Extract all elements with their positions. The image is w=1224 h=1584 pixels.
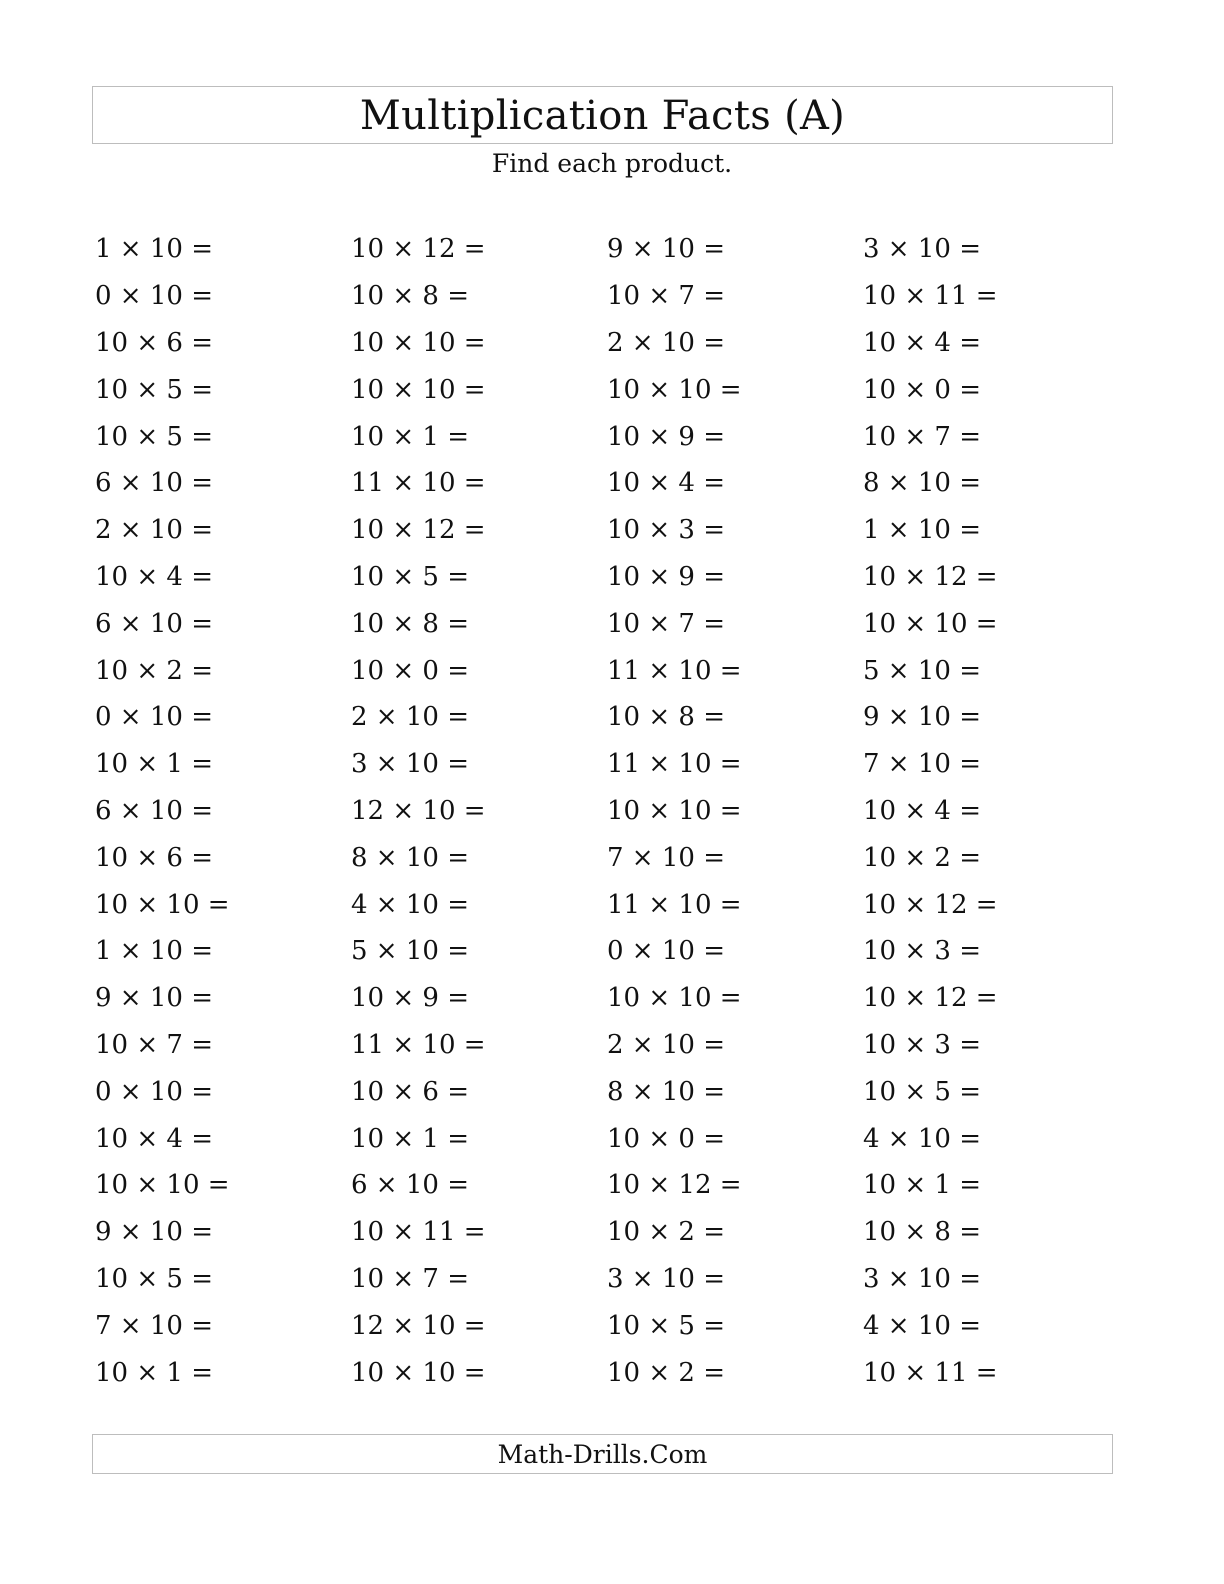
- multiplication-problem: 12 × 10 =: [351, 795, 486, 826]
- multiplication-problem: 9 × 10 =: [95, 983, 213, 1014]
- multiplication-problem: 9 × 10 =: [607, 234, 725, 265]
- multiplication-problem: 10 × 5 =: [607, 1310, 725, 1341]
- multiplication-problem: 10 × 0 =: [351, 655, 469, 686]
- multiplication-problem: 11 × 10 =: [607, 749, 742, 780]
- problem-row: [95, 881, 1119, 928]
- multiplication-problem: 2 × 10 =: [607, 1029, 725, 1060]
- multiplication-problem: 0 × 10 =: [95, 702, 213, 733]
- multiplication-problem: 10 × 4 =: [863, 327, 981, 358]
- multiplication-problem: 10 × 7 =: [95, 1029, 213, 1060]
- multiplication-problem: 10 × 8 =: [351, 281, 469, 312]
- multiplication-problem: 10 × 7 =: [351, 1263, 469, 1294]
- multiplication-problem: 10 × 10 =: [607, 983, 742, 1014]
- multiplication-problem: 2 × 10 =: [351, 702, 469, 733]
- multiplication-problem: 10 × 10 =: [351, 327, 486, 358]
- problem-row: [95, 1162, 1119, 1209]
- multiplication-problem: 0 × 10 =: [607, 936, 725, 967]
- multiplication-problem: 8 × 10 =: [351, 842, 469, 873]
- multiplication-problem: 10 × 5 =: [95, 374, 213, 405]
- multiplication-problem: 10 × 10 =: [863, 608, 998, 639]
- multiplication-problem: 0 × 10 =: [95, 281, 213, 312]
- multiplication-problem: 10 × 10 =: [351, 1357, 486, 1388]
- multiplication-problem: 10 × 5 =: [95, 421, 213, 452]
- multiplication-problem: 10 × 10 =: [95, 1170, 230, 1201]
- problem-row: [95, 694, 1119, 741]
- problem-row: [95, 600, 1119, 647]
- multiplication-problem: 10 × 12 =: [863, 983, 998, 1014]
- multiplication-problem: 10 × 8 =: [607, 702, 725, 733]
- multiplication-problem: 10 × 6 =: [95, 327, 213, 358]
- multiplication-problem: 9 × 10 =: [95, 1217, 213, 1248]
- multiplication-problem: 10 × 10 =: [95, 889, 230, 920]
- problem-row: [95, 1302, 1119, 1349]
- multiplication-problem: 10 × 9 =: [351, 983, 469, 1014]
- multiplication-problem: 10 × 0 =: [863, 374, 981, 405]
- multiplication-problem: 3 × 10 =: [351, 749, 469, 780]
- multiplication-problem: 10 × 5 =: [95, 1263, 213, 1294]
- multiplication-problem: 3 × 10 =: [863, 234, 981, 265]
- multiplication-problem: 10 × 1 =: [95, 749, 213, 780]
- multiplication-problem: 10 × 9 =: [607, 421, 725, 452]
- problem-row: [95, 554, 1119, 601]
- multiplication-problem: 10 × 3 =: [607, 515, 725, 546]
- problem-row: [95, 507, 1119, 554]
- problem-row: [95, 1022, 1119, 1069]
- multiplication-problem: 4 × 10 =: [351, 889, 469, 920]
- footer-box: [92, 1434, 1113, 1474]
- problem-row: [95, 1115, 1119, 1162]
- problem-row: [95, 413, 1119, 460]
- multiplication-problem: 2 × 10 =: [607, 327, 725, 358]
- multiplication-problem: 11 × 10 =: [351, 468, 486, 499]
- problem-row: [95, 788, 1119, 835]
- multiplication-problem: 10 × 7 =: [607, 281, 725, 312]
- multiplication-problem: 3 × 10 =: [607, 1263, 725, 1294]
- multiplication-problem: 10 × 1 =: [351, 421, 469, 452]
- multiplication-problem: 10 × 11 =: [351, 1217, 486, 1248]
- problem-row: [95, 226, 1119, 273]
- multiplication-problem: 7 × 10 =: [863, 749, 981, 780]
- multiplication-problem: 10 × 11 =: [863, 1357, 998, 1388]
- multiplication-problem: 10 × 10 =: [607, 795, 742, 826]
- multiplication-problem: 10 × 12 =: [351, 515, 486, 546]
- multiplication-problem: 10 × 2 =: [607, 1357, 725, 1388]
- multiplication-problem: 10 × 4 =: [95, 1123, 213, 1154]
- multiplication-problem: 10 × 1 =: [95, 1357, 213, 1388]
- multiplication-problem: 6 × 10 =: [95, 608, 213, 639]
- multiplication-problem: 10 × 12 =: [863, 561, 998, 592]
- multiplication-problem: 10 × 9 =: [607, 561, 725, 592]
- problem-row: [95, 741, 1119, 788]
- multiplication-problem: 10 × 2 =: [863, 842, 981, 873]
- multiplication-problem: 10 × 8 =: [863, 1217, 981, 1248]
- multiplication-problem: 9 × 10 =: [863, 702, 981, 733]
- multiplication-problem: 10 × 0 =: [607, 1123, 725, 1154]
- problem-row: [95, 834, 1119, 881]
- multiplication-problem: 5 × 10 =: [863, 655, 981, 686]
- multiplication-problem: 10 × 3 =: [863, 936, 981, 967]
- multiplication-problem: 6 × 10 =: [95, 795, 213, 826]
- multiplication-problem: 6 × 10 =: [95, 468, 213, 499]
- multiplication-problem: 10 × 4 =: [95, 561, 213, 592]
- multiplication-problem: 10 × 2 =: [607, 1217, 725, 1248]
- footer-text: Math-Drills.Com: [497, 1439, 708, 1469]
- multiplication-problem: 10 × 7 =: [863, 421, 981, 452]
- multiplication-problem: 10 × 11 =: [863, 281, 998, 312]
- multiplication-problem: 4 × 10 =: [863, 1310, 981, 1341]
- multiplication-problem: 10 × 3 =: [863, 1029, 981, 1060]
- multiplication-problem: 10 × 5 =: [351, 561, 469, 592]
- multiplication-problem: 8 × 10 =: [607, 1076, 725, 1107]
- multiplication-problem: 7 × 10 =: [95, 1310, 213, 1341]
- multiplication-problem: 10 × 4 =: [607, 468, 725, 499]
- problem-row: [95, 460, 1119, 507]
- problem-row: [95, 366, 1119, 413]
- problem-row: [95, 647, 1119, 694]
- multiplication-problem: 10 × 10 =: [607, 374, 742, 405]
- problem-row: [95, 1068, 1119, 1115]
- multiplication-problem: 5 × 10 =: [351, 936, 469, 967]
- problem-grid: [95, 226, 1119, 1396]
- multiplication-problem: 10 × 2 =: [95, 655, 213, 686]
- multiplication-problem: 4 × 10 =: [863, 1123, 981, 1154]
- problem-row: [95, 975, 1119, 1022]
- problem-row: [95, 1349, 1119, 1396]
- multiplication-problem: 10 × 1 =: [351, 1123, 469, 1154]
- multiplication-problem: 10 × 8 =: [351, 608, 469, 639]
- multiplication-problem: 10 × 12 =: [607, 1170, 742, 1201]
- multiplication-problem: 10 × 12 =: [863, 889, 998, 920]
- problem-row: [95, 273, 1119, 320]
- multiplication-problem: 12 × 10 =: [351, 1310, 486, 1341]
- multiplication-problem: 10 × 6 =: [351, 1076, 469, 1107]
- multiplication-problem: 10 × 12 =: [351, 234, 486, 265]
- multiplication-problem: 10 × 1 =: [863, 1170, 981, 1201]
- problem-row: [95, 1256, 1119, 1303]
- multiplication-problem: 1 × 10 =: [95, 234, 213, 265]
- multiplication-problem: 2 × 10 =: [95, 515, 213, 546]
- problem-row: [95, 1209, 1119, 1256]
- instructions: Find each product.: [491, 149, 733, 178]
- problem-row: [95, 928, 1119, 975]
- multiplication-problem: 11 × 10 =: [607, 889, 742, 920]
- multiplication-problem: 10 × 6 =: [95, 842, 213, 873]
- multiplication-problem: 7 × 10 =: [607, 842, 725, 873]
- multiplication-problem: 1 × 10 =: [95, 936, 213, 967]
- multiplication-problem: 1 × 10 =: [863, 515, 981, 546]
- multiplication-problem: 8 × 10 =: [863, 468, 981, 499]
- multiplication-problem: 0 × 10 =: [95, 1076, 213, 1107]
- title-box: [92, 86, 1113, 144]
- multiplication-problem: 3 × 10 =: [863, 1263, 981, 1294]
- multiplication-problem: 6 × 10 =: [351, 1170, 469, 1201]
- multiplication-problem: 10 × 10 =: [351, 374, 486, 405]
- multiplication-problem: 10 × 7 =: [607, 608, 725, 639]
- problem-row: [95, 320, 1119, 367]
- multiplication-problem: 10 × 4 =: [863, 795, 981, 826]
- multiplication-problem: 10 × 5 =: [863, 1076, 981, 1107]
- page-title: Multiplication Facts (A): [359, 93, 846, 139]
- multiplication-problem: 11 × 10 =: [351, 1029, 486, 1060]
- multiplication-problem: 11 × 10 =: [607, 655, 742, 686]
